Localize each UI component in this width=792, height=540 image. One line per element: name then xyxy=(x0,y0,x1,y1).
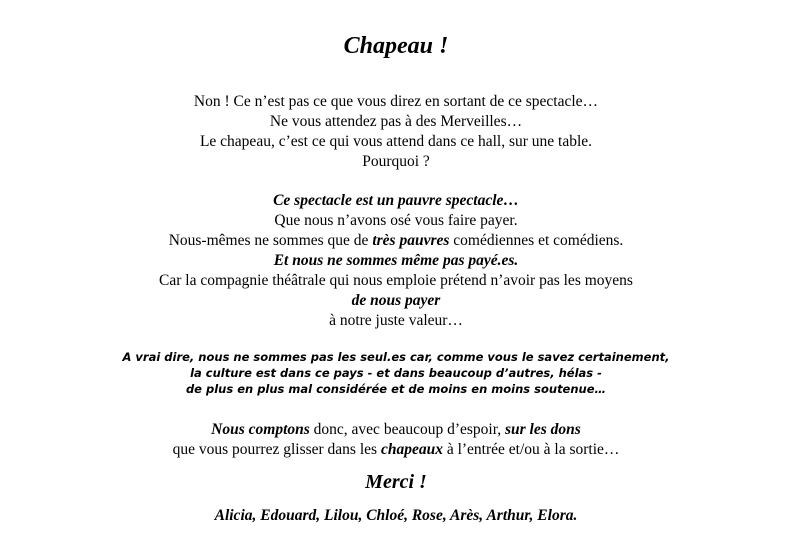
body-line: Que nous n’avons osé vous faire payer. xyxy=(274,212,518,229)
intro-line: Non ! Ce n’est pas ce que vous direz en sortant de ce spectacle… xyxy=(193,93,599,110)
intro-line: Le chapeau, c’est ce qui vous attend dans ce hall, sur une table. xyxy=(199,133,593,150)
intro-paragraph xyxy=(0,92,792,172)
body-line-emphasis: de nous payer xyxy=(351,292,441,309)
appeal-line xyxy=(0,440,792,460)
aside-paragraph xyxy=(0,349,792,397)
appeal-text: à l’entrée et/ou à la sortie… xyxy=(442,441,620,458)
appeal-emphasis: Nous comptons xyxy=(211,421,310,438)
body-text: Nous-mêmes ne sommes que de xyxy=(168,232,373,249)
intro-line: Ne vous attendez pas à des Merveilles… xyxy=(269,113,523,130)
appeal-emphasis: chapeaux xyxy=(380,441,443,458)
cast-names: Alicia, Edouard, Lilou, Chloé, Rose, Arès, Arthur, Elora. xyxy=(214,507,578,524)
page-title: Chapeau ! xyxy=(343,33,449,59)
aside-line: la culture est dans ce pays - et dans beaucoup d’autres, hélas - xyxy=(190,366,602,380)
body-emphasis: très pauvres xyxy=(372,232,450,249)
appeal-paragraph xyxy=(0,420,792,460)
aside-line: A vrai dire, nous ne sommes pas les seul.es car, comme vous le savez certainement, xyxy=(122,350,670,364)
body-line xyxy=(0,231,792,251)
body-line: à notre juste valeur… xyxy=(329,312,463,329)
thanks-heading: Merci ! xyxy=(365,471,427,493)
appeal-line xyxy=(0,420,792,440)
body-paragraph xyxy=(0,191,792,331)
body-line-emphasis: Ce spectacle est un pauvre spectacle… xyxy=(273,192,519,209)
body-line-emphasis: Et nous ne sommes même pas payé.es. xyxy=(273,252,519,269)
appeal-text: que vous pourrez glisser dans les xyxy=(172,441,381,458)
body-line: Car la compagnie théâtrale qui nous emploie prétend n’avoir pas les moyens xyxy=(159,272,633,289)
appeal-text: donc, avec beaucoup d’espoir, xyxy=(309,421,505,438)
aside-line: de plus en plus mal considérée et de moins en moins soutenue… xyxy=(185,382,607,396)
appeal-emphasis: sur les dons xyxy=(505,421,581,438)
intro-line: Pourquoi ? xyxy=(362,153,430,170)
body-text: comédiennes et comédiens. xyxy=(449,232,624,249)
